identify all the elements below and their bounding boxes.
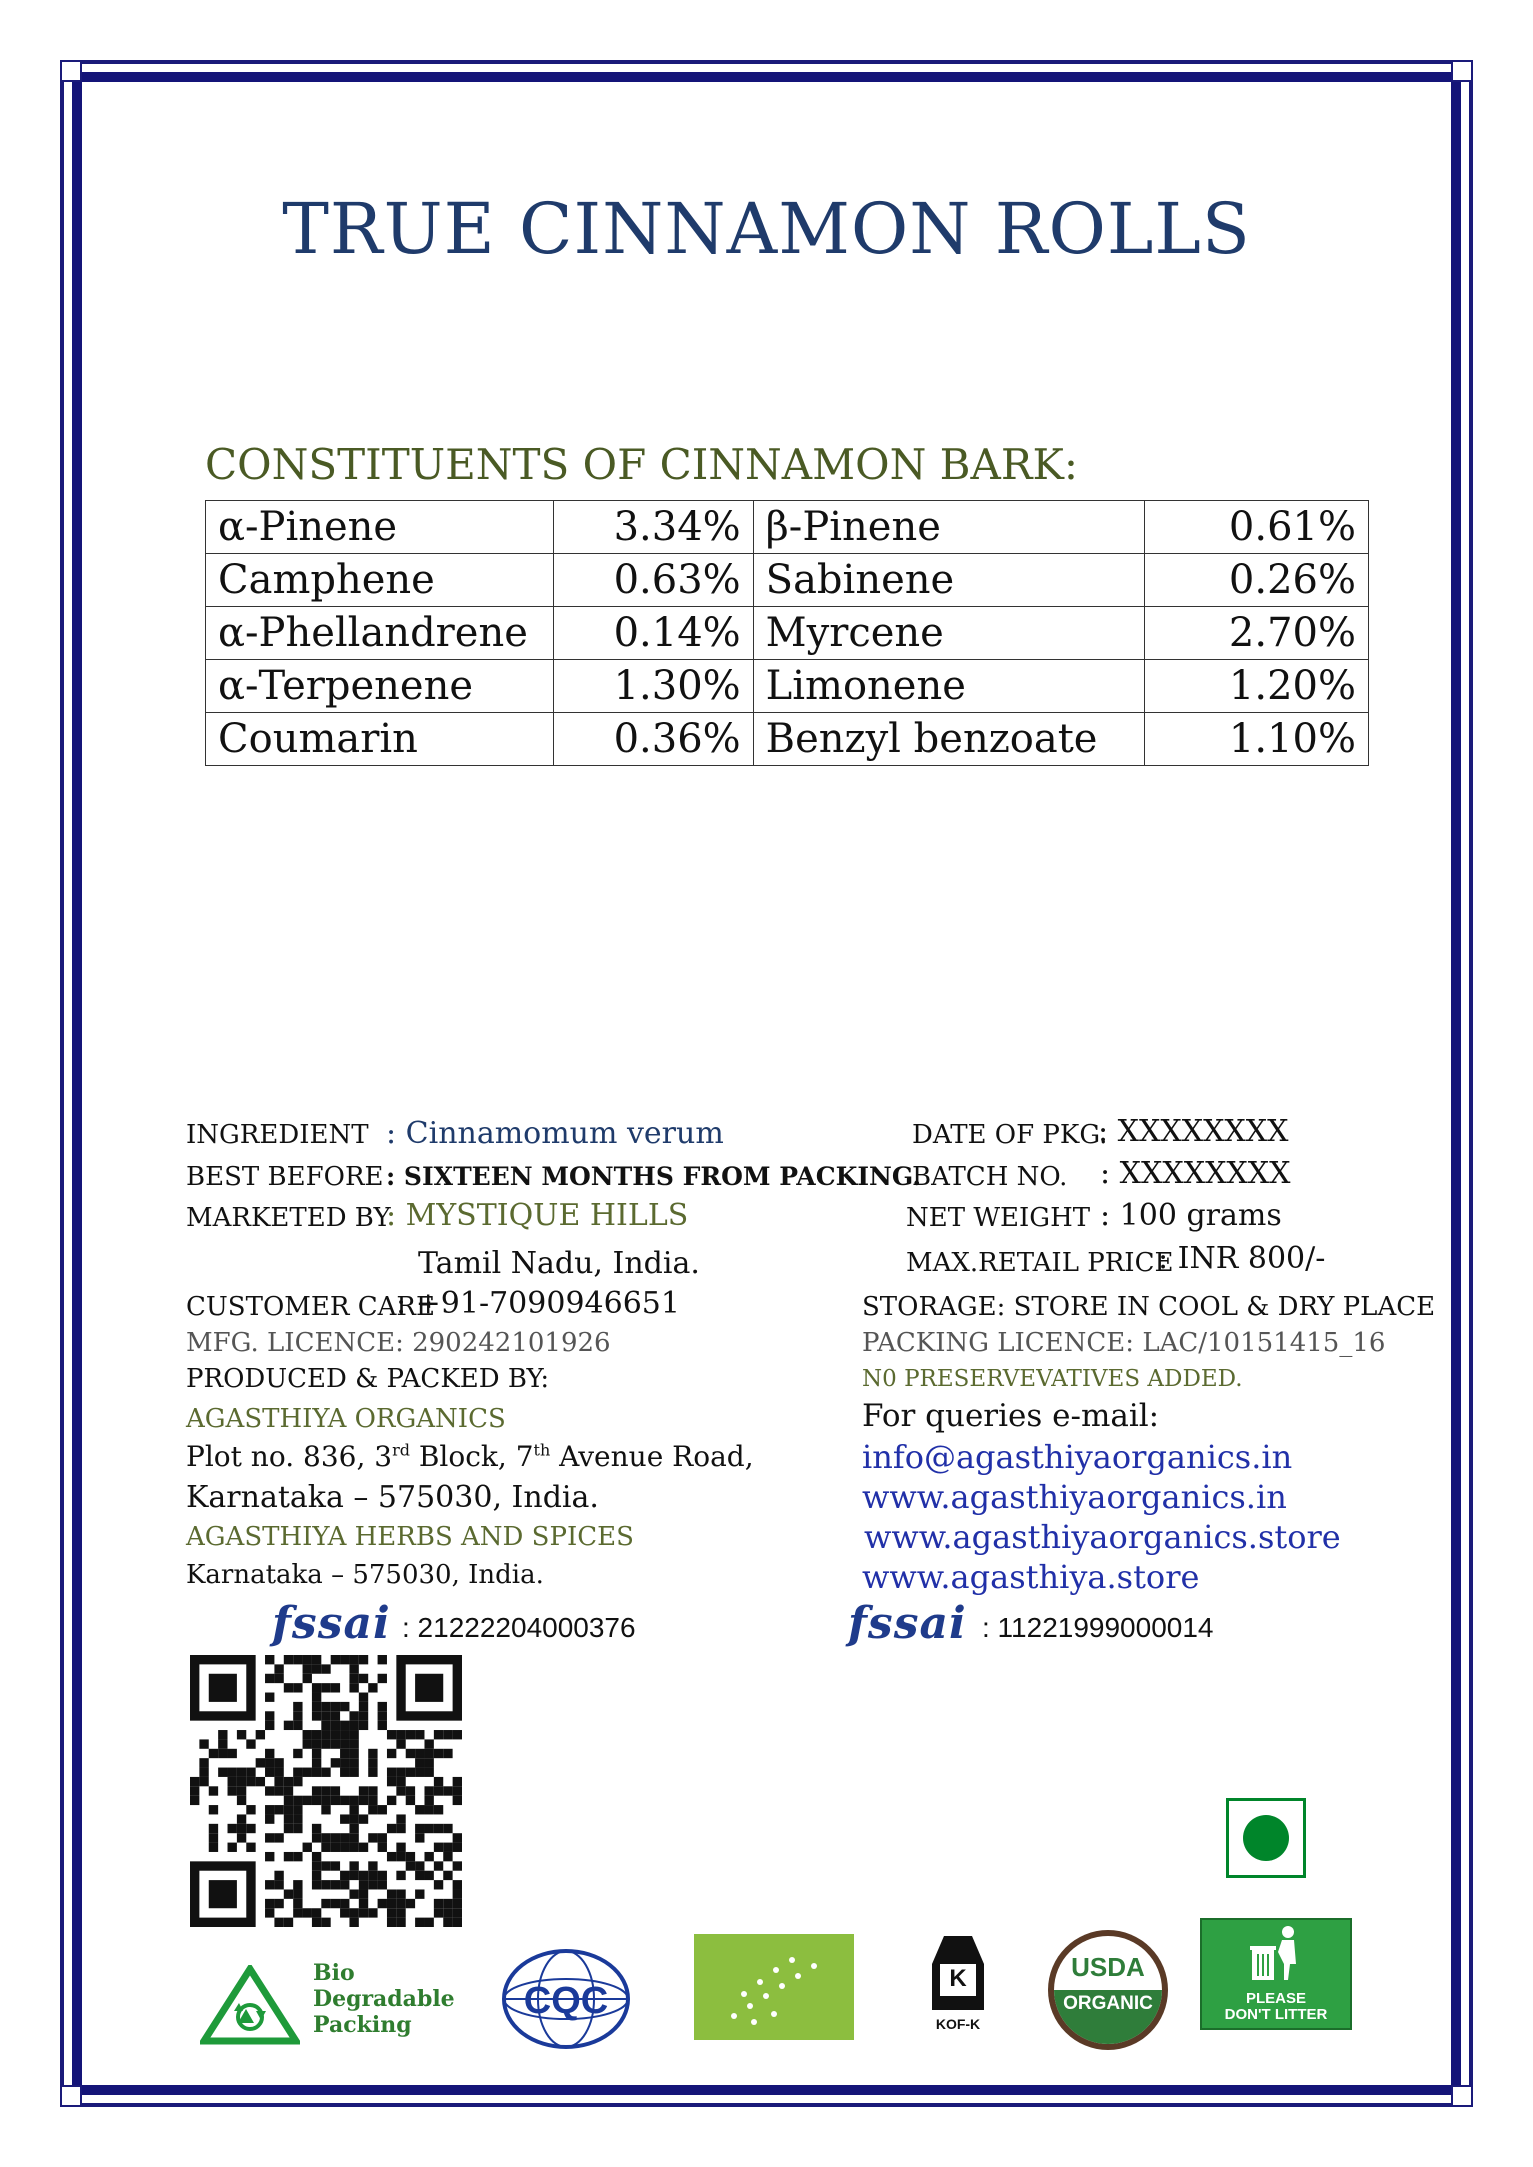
constituent-row <box>206 660 1369 713</box>
produced-by-label: PRODUCED & PACKED BY: <box>186 1364 550 1394</box>
kof-k-logo <box>926 1934 990 2034</box>
constituent-name: Limonene <box>753 660 1145 713</box>
veg-symbol-icon <box>1226 1798 1306 1878</box>
recycle-triangle-icon <box>200 1965 300 2045</box>
ingredient-value: : Cinnamomum verum <box>386 1116 724 1151</box>
constituent-percent: 1.10% <box>1145 713 1369 766</box>
litter-text-2: DON'T LITTER <box>1224 2006 1328 2023</box>
batch-no-label: BATCH NO. <box>912 1162 1068 1192</box>
date-of-pkg-value: : XXXXXXXX <box>1098 1114 1289 1149</box>
kof-k-letter: K <box>949 1965 967 1992</box>
constituent-percent: 0.14% <box>553 607 753 660</box>
mfg-licence: MFG. LICENCE: 290242101926 <box>186 1328 611 1358</box>
page-title: TRUE CINNAMON ROLLS <box>282 188 1251 270</box>
corner-ornament <box>60 2085 82 2107</box>
constituent-name: Myrcene <box>753 607 1145 660</box>
constituent-percent: 2.70% <box>1145 607 1369 660</box>
trash-bin-icon <box>1238 1924 1318 1984</box>
storage-text: STORAGE: STORE IN COOL & DRY PLACE <box>862 1292 1436 1322</box>
ingredient-label: INGREDIENT <box>186 1120 369 1150</box>
constituent-row <box>206 554 1369 607</box>
marketed-by-label: MARKETED BY <box>186 1203 391 1233</box>
website-link-3[interactable]: www.agasthiya.store <box>862 1558 1200 1596</box>
constituent-percent: 1.30% <box>553 660 753 713</box>
constituent-percent: 0.61% <box>1145 501 1369 554</box>
preservatives-note: N0 PRESERVEVATIVES ADDED. <box>862 1366 1243 1392</box>
fssai-number-left: : 21222204000376 <box>402 1612 636 1643</box>
org-name-2: AGASTHIYA HERBS AND SPICES <box>186 1522 634 1552</box>
biodegradable-logo <box>200 1960 455 2050</box>
date-of-pkg-label: DATE OF PKG. <box>912 1120 1108 1150</box>
corner-ornament <box>60 60 82 82</box>
fssai-logo: fssai <box>848 1598 967 1649</box>
constituent-row <box>206 501 1369 554</box>
corner-ornament <box>1451 60 1473 82</box>
organic-text: ORGANIC <box>1063 1993 1153 2014</box>
bio-line-2: Degradable <box>313 1986 455 2012</box>
cqc-logo <box>500 1946 632 2052</box>
constituent-percent: 0.36% <box>553 713 753 766</box>
usda-organic-logo <box>1048 1930 1168 2050</box>
kof-k-text: KOF-K <box>935 2016 981 2032</box>
please-dont-litter-logo <box>1200 1918 1352 2030</box>
constituent-name: α-Terpenene <box>206 660 554 713</box>
constituent-name: β-Pinene <box>753 501 1145 554</box>
constituents-heading: CONSTITUENTS OF CINNAMON BARK: <box>205 440 1079 489</box>
net-weight-label: NET WEIGHT <box>906 1203 1091 1233</box>
constituent-percent: 0.63% <box>553 554 753 607</box>
constituent-row <box>206 607 1369 660</box>
website-link-1[interactable]: www.agasthiyaorganics.in <box>862 1478 1287 1516</box>
batch-no-value: : XXXXXXXX <box>1100 1156 1291 1191</box>
litter-text-1: PLEASE <box>1245 1990 1306 2007</box>
constituent-name: α-Pinene <box>206 501 554 554</box>
constituent-row <box>206 713 1369 766</box>
corner-ornament <box>1451 2085 1473 2107</box>
address-line-3: Karnataka – 575030, India. <box>186 1560 544 1590</box>
fssai-logo: fssai <box>272 1598 391 1649</box>
net-weight-value: : 100 grams <box>1100 1198 1282 1233</box>
address-line-1: Plot no. 836, 3rd Block, 7th Avenue Road, <box>186 1440 754 1473</box>
best-before-label: BEST BEFORE <box>186 1162 384 1192</box>
eu-organic-logo <box>694 1934 854 2040</box>
org-name-1: AGASTHIYA ORGANICS <box>186 1404 506 1434</box>
bio-line-3: Packing <box>313 2012 412 2038</box>
marketed-by-value: : MYSTIQUE HILLS <box>386 1198 689 1233</box>
qr-code[interactable] <box>190 1655 462 1927</box>
constituent-percent: 3.34% <box>553 501 753 554</box>
constituent-name: Sabinene <box>753 554 1145 607</box>
queries-label: For queries e-mail: <box>862 1398 1160 1434</box>
customer-care-value: : +91-7090946651 <box>396 1286 680 1321</box>
fssai-number-right: : 11221999000014 <box>982 1612 1214 1643</box>
mrp-value: : INR 800/- <box>1158 1241 1326 1276</box>
constituent-percent: 0.26% <box>1145 554 1369 607</box>
cqc-text: CQC <box>523 1980 609 2022</box>
constituent-name: Coumarin <box>206 713 554 766</box>
address-line-2: Karnataka – 575030, India. <box>186 1480 599 1515</box>
bio-line-1: Bio <box>313 1960 355 1986</box>
packing-licence: PACKING LICENCE: LAC/10151415_16 <box>862 1328 1386 1358</box>
constituent-name: α-Phellandrene <box>206 607 554 660</box>
customer-care-label: CUSTOMER CARE <box>186 1292 435 1322</box>
marketed-by-place: Tamil Nadu, India. <box>418 1246 700 1281</box>
email-link[interactable]: info@agasthiyaorganics.in <box>862 1438 1293 1476</box>
mrp-label: MAX.RETAIL PRICE <box>906 1248 1174 1278</box>
constituents-table <box>205 500 1369 766</box>
constituent-name: Camphene <box>206 554 554 607</box>
constituent-name: Benzyl benzoate <box>753 713 1145 766</box>
best-before-value: : SIXTEEN MONTHS FROM PACKING. <box>386 1162 922 1191</box>
usda-text: USDA <box>1071 1952 1145 1982</box>
constituent-percent: 1.20% <box>1145 660 1369 713</box>
website-link-2[interactable]: www.agasthiyaorganics.store <box>864 1518 1341 1556</box>
